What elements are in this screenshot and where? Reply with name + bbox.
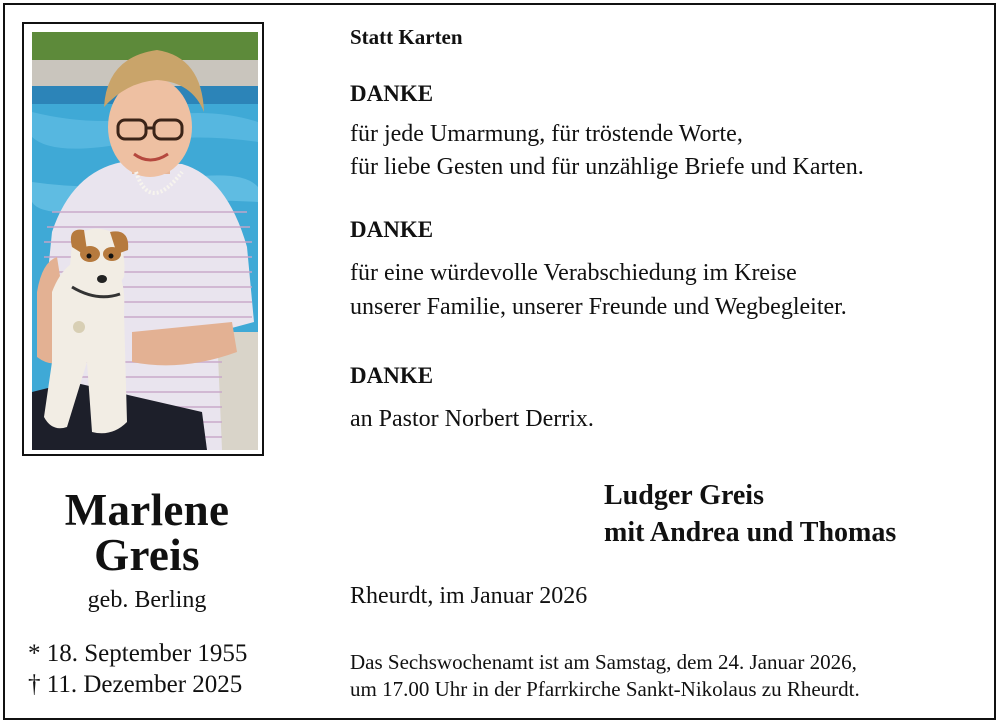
signatory-family: mit Andrea und Thomas [604, 517, 897, 548]
section-heading: DANKE [350, 217, 434, 242]
woman-with-dog-photo [32, 32, 258, 450]
section-line: für eine würdevolle Verabschiedung im Kreise [350, 260, 797, 286]
service-note-line: um 17.00 Uhr in der Pfarrkirche Sankt-Nikolaus zu Rheurdt. [350, 677, 860, 701]
death-date: † 11. Dezember 2025 [28, 671, 243, 698]
statt-karten-heading: Statt Karten [350, 25, 463, 49]
service-note-line: Das Sechswochenamt ist am Samstag, dem 24. Januar 2026, [350, 650, 857, 674]
portrait-frame [22, 22, 264, 456]
section-line: für jede Umarmung, für tröstende Worte, [350, 121, 743, 147]
birth-date: * 18. September 1955 [28, 640, 248, 667]
place-date: Rheurdt, im Januar 2026 [350, 583, 588, 609]
section-heading: DANKE [350, 81, 434, 106]
portrait-photo [32, 32, 258, 450]
maiden-name: geb. Berling [87, 587, 207, 613]
signatory-name: Ludger Greis [604, 480, 764, 511]
section-line: an Pastor Norbert Derrix. [350, 406, 594, 432]
deceased-first-name: Marlene [64, 485, 230, 535]
section-heading: DANKE [350, 363, 434, 388]
section-line: unserer Familie, unserer Freunde und Wegbegleiter. [350, 294, 847, 320]
deceased-last-name: Greis [94, 530, 200, 580]
section-line: für liebe Gesten und für unzählige Briefe und Karten. [350, 154, 864, 180]
